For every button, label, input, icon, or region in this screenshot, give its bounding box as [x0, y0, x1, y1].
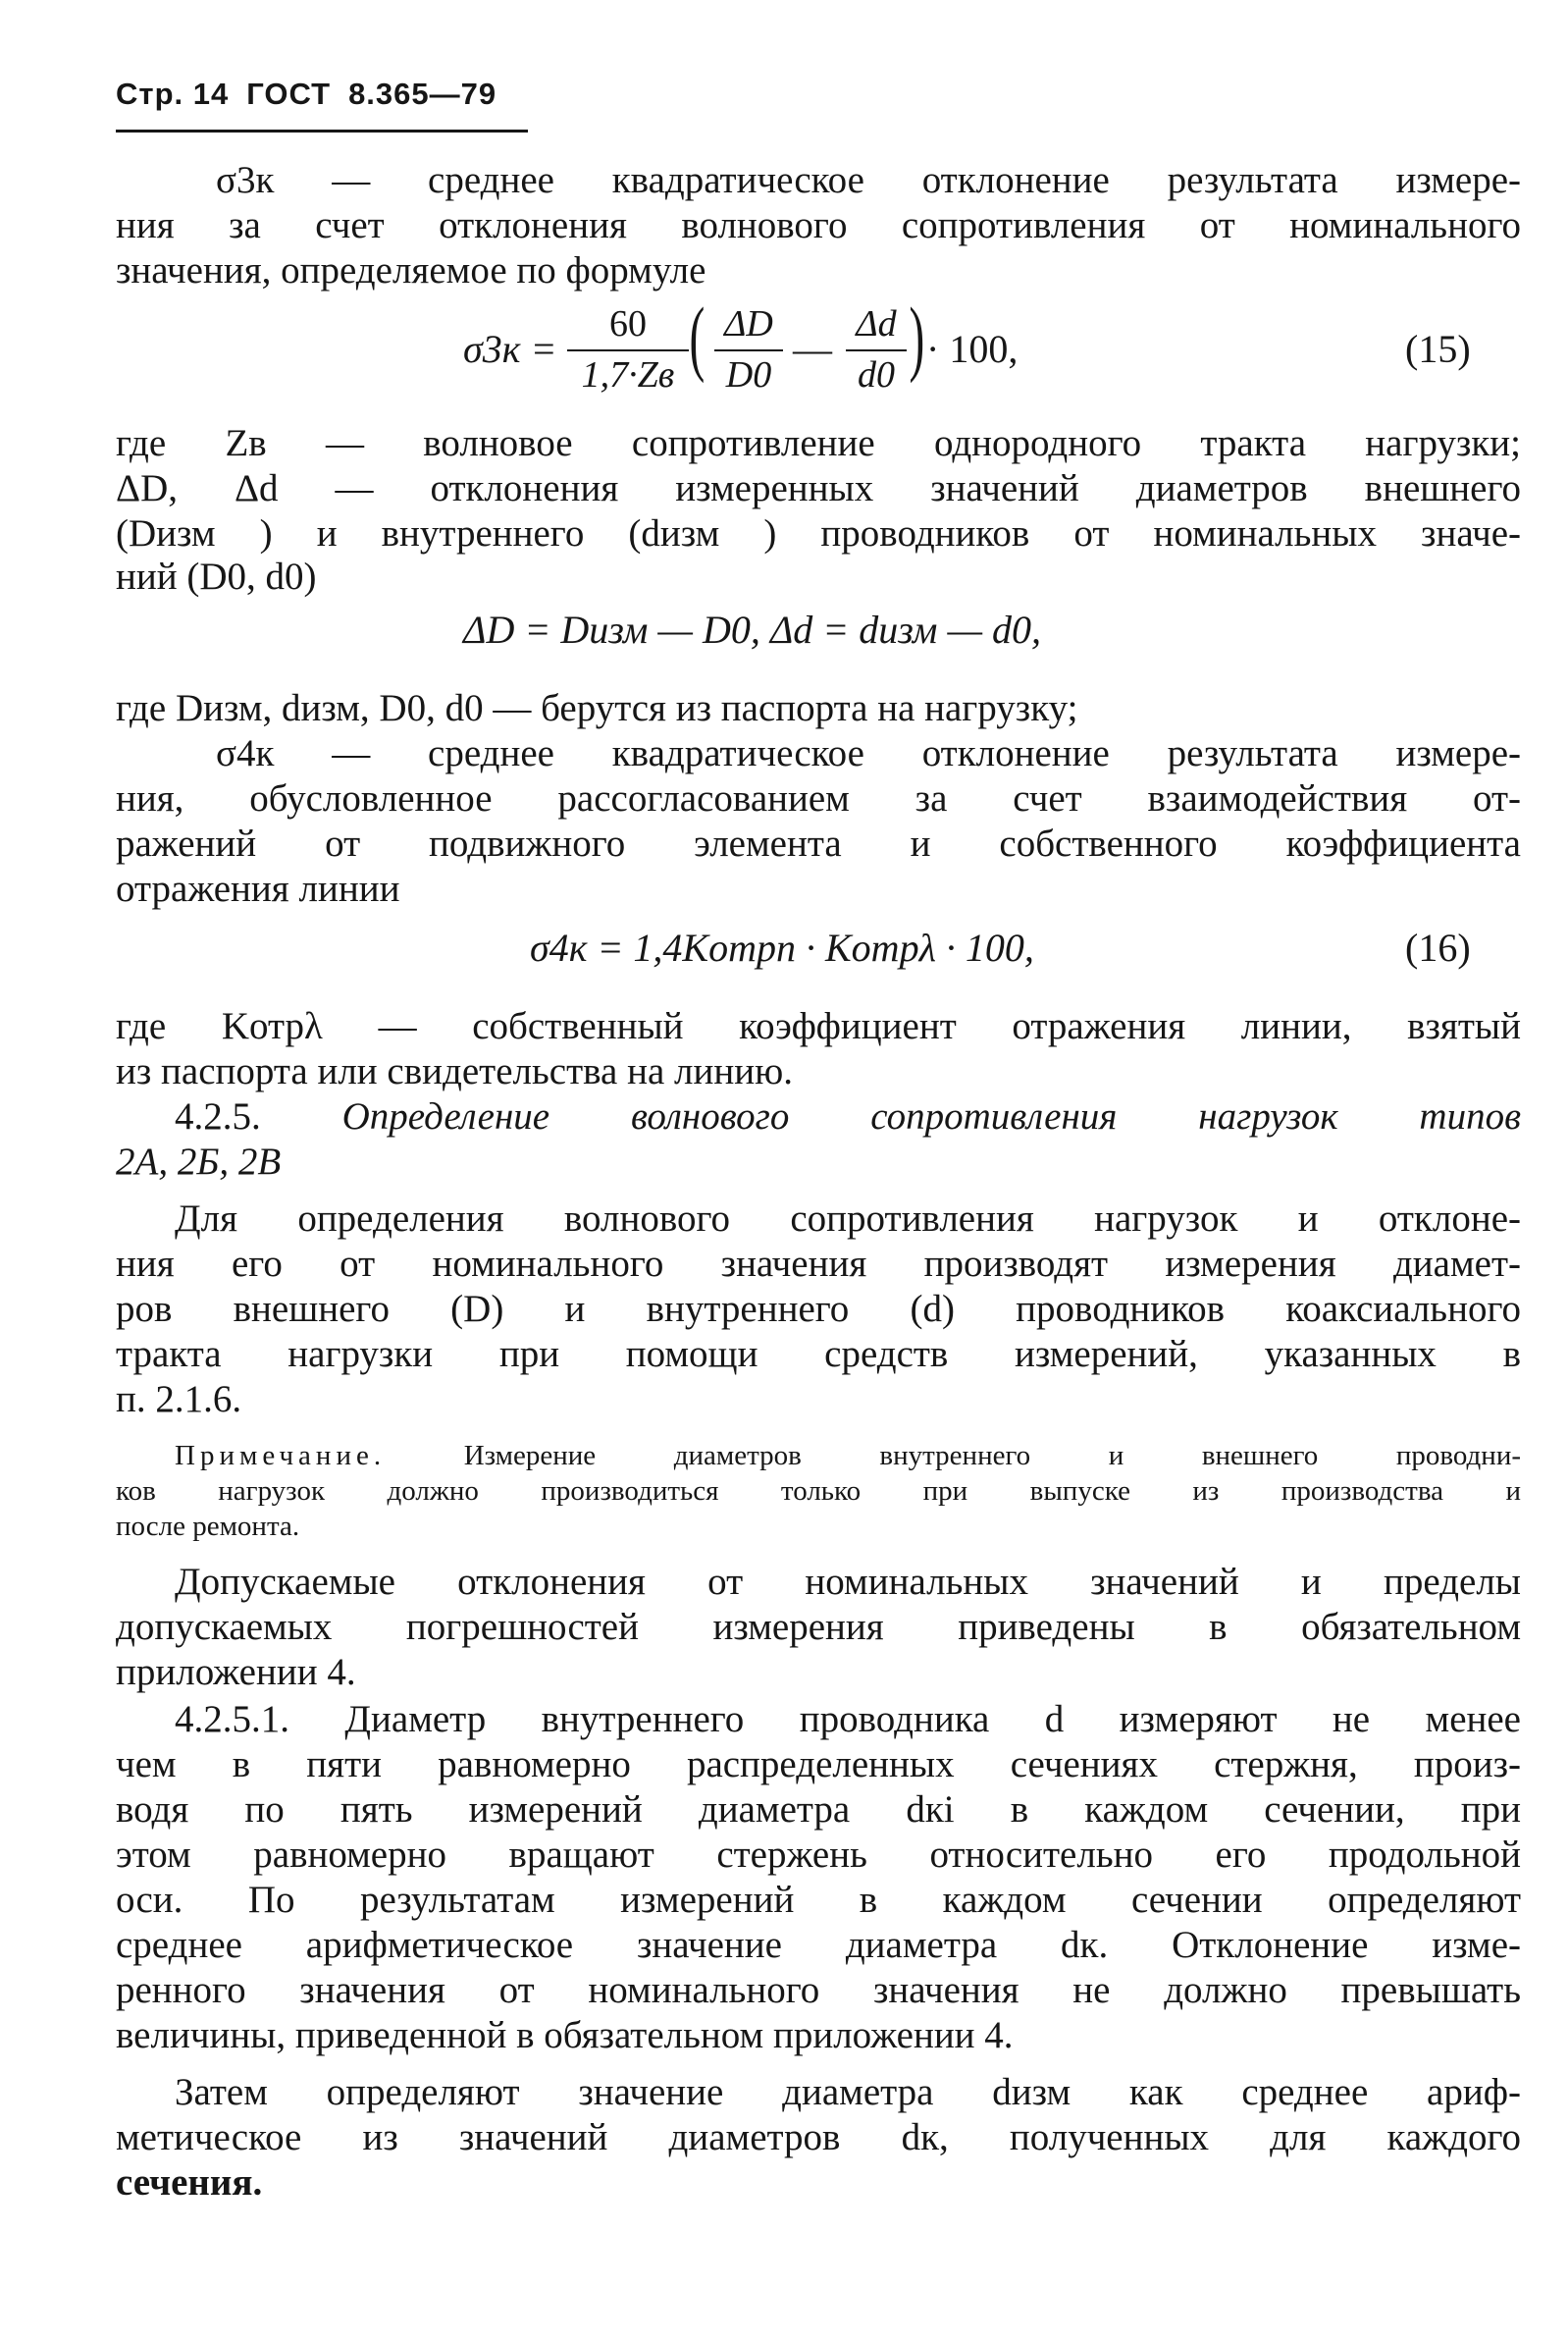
standard-number: 8.365—79: [348, 77, 497, 111]
text-line: среднее арифметическое значение диаметра dк. Отклонение изме-: [116, 1924, 1521, 1966]
text-line: ния его от номинального значения производят измерения диамет-: [116, 1243, 1521, 1285]
fraction-denominator: d0: [858, 354, 895, 396]
fraction-numerator: 60: [609, 303, 647, 345]
equation-number: (15): [1405, 327, 1471, 371]
text-line: ров внешнего (D) и внутреннего (d) проводников коаксиального: [116, 1288, 1521, 1330]
text-line: где Dизм, dизм, D0, d0 — берутся из паспорта на нагрузку;: [116, 687, 1078, 729]
text-line: ΔD, Δd — отклонения измеренных значений диаметров внешнего: [116, 467, 1521, 509]
formula-delta: ΔD = Dизм — D0, Δd = dизм — d0,: [463, 608, 1042, 652]
note-text: Измерение диаметров внутреннего и внешнего проводни-: [463, 1440, 1522, 1471]
left-paren: (: [689, 290, 706, 384]
right-paren: ): [909, 290, 925, 384]
text-line: Для определения волнового сопротивления нагрузок и отклоне-: [175, 1197, 1521, 1240]
text-line: из паспорта или свидетельства на линию.: [116, 1050, 793, 1092]
text-line: σ4к — среднее квадратическое отклонение результата измере-: [216, 732, 1521, 774]
note-line: [175, 1439, 1521, 1472]
fraction-numerator: Δd: [856, 303, 897, 345]
note-label: Примечание.: [175, 1440, 387, 1471]
fraction-bar: [714, 349, 783, 351]
text-line: метическое из значений диаметров dк, полученных для каждого: [116, 2116, 1521, 2158]
text-line: σ3к — среднее квадратическое отклонение результата измере-: [216, 159, 1521, 201]
text-line: где Kотрλ — собственный коэффициент отражения линии, взятый: [116, 1005, 1521, 1047]
note-line: после ремонта.: [116, 1511, 300, 1542]
note-line: ков нагрузок должно производиться только при выпуске из производства и: [116, 1475, 1521, 1507]
fraction-bar: [846, 349, 907, 351]
text-line: Затем определяют значение диаметра dизм как среднее ариф-: [175, 2071, 1521, 2113]
section-number: 4.2.5.: [175, 1095, 261, 1138]
fraction-numerator: ΔD: [724, 303, 773, 345]
formula-lhs: σ3к =: [463, 327, 557, 371]
minus-sign: —: [793, 327, 832, 371]
header-rule: [116, 130, 528, 133]
text-line: ренного значения от номинального значения не должно превышать: [116, 1969, 1521, 2011]
text-line: величины, приведенной в обязательном приложении 4.: [116, 2014, 1014, 2056]
text-line: п. 2.1.6.: [116, 1378, 242, 1420]
page-header: [116, 77, 497, 112]
page-number: Стр. 14: [116, 77, 230, 111]
text-line: сечения.: [116, 2161, 263, 2204]
fraction-bar: [567, 349, 689, 351]
section-title: Определение волнового сопротивления нагрузок типов: [341, 1095, 1522, 1138]
text-line: ний (D0, d0): [116, 556, 317, 598]
fraction-denominator: 1,7·Zв: [581, 354, 675, 396]
section-heading: [175, 1095, 1521, 1139]
text-line: (Dизм ) и внутреннего (dизм ) проводников от номинальных значе-: [116, 512, 1521, 555]
fraction-denominator: D0: [725, 354, 772, 396]
text-line: Допускаемые отклонения от номинальных значений и пределы: [175, 1561, 1521, 1603]
equation-number: (16): [1405, 926, 1471, 970]
text-line: оси. По результатам измерений в каждом сечении определяют: [116, 1879, 1521, 1921]
text-line: ния, обусловленное рассогласованием за счет взаимодействия от-: [116, 777, 1521, 820]
text-line: где Zв — волновое сопротивление однородного тракта нагрузки;: [116, 422, 1521, 464]
section-title-cont: 2А, 2Б, 2В: [116, 1141, 282, 1183]
formula-tail: · 100,: [926, 327, 1019, 371]
formula-16: σ4к = 1,4Kотрп · Kотрλ · 100,: [530, 926, 1034, 970]
text-line: приложении 4.: [116, 1651, 356, 1693]
text-line: допускаемых погрешностей измерения приведены в обязательном: [116, 1606, 1521, 1648]
text-line: отражения линии: [116, 868, 400, 910]
text-line: 4.2.5.1. Диаметр внутреннего проводника d измеряют не менее: [175, 1698, 1521, 1740]
text-line: ния за счет отклонения волнового сопротивления от номинального: [116, 204, 1521, 246]
standard-label: ГОСТ: [246, 77, 332, 111]
text-line: водя по пять измерений диаметра dкi в каждом сечении, при: [116, 1788, 1521, 1831]
text-line: этом равномерно вращают стержень относительно его продольной: [116, 1834, 1521, 1876]
text-line: тракта нагрузки при помощи средств измерений, указанных в: [116, 1333, 1521, 1375]
text-line: значения, определяемое по формуле: [116, 249, 706, 292]
text-line: чем в пяти равномерно распределенных сечениях стержня, произ-: [116, 1743, 1521, 1785]
text-line: ражений от подвижного элемента и собственного коэффициента: [116, 823, 1521, 865]
